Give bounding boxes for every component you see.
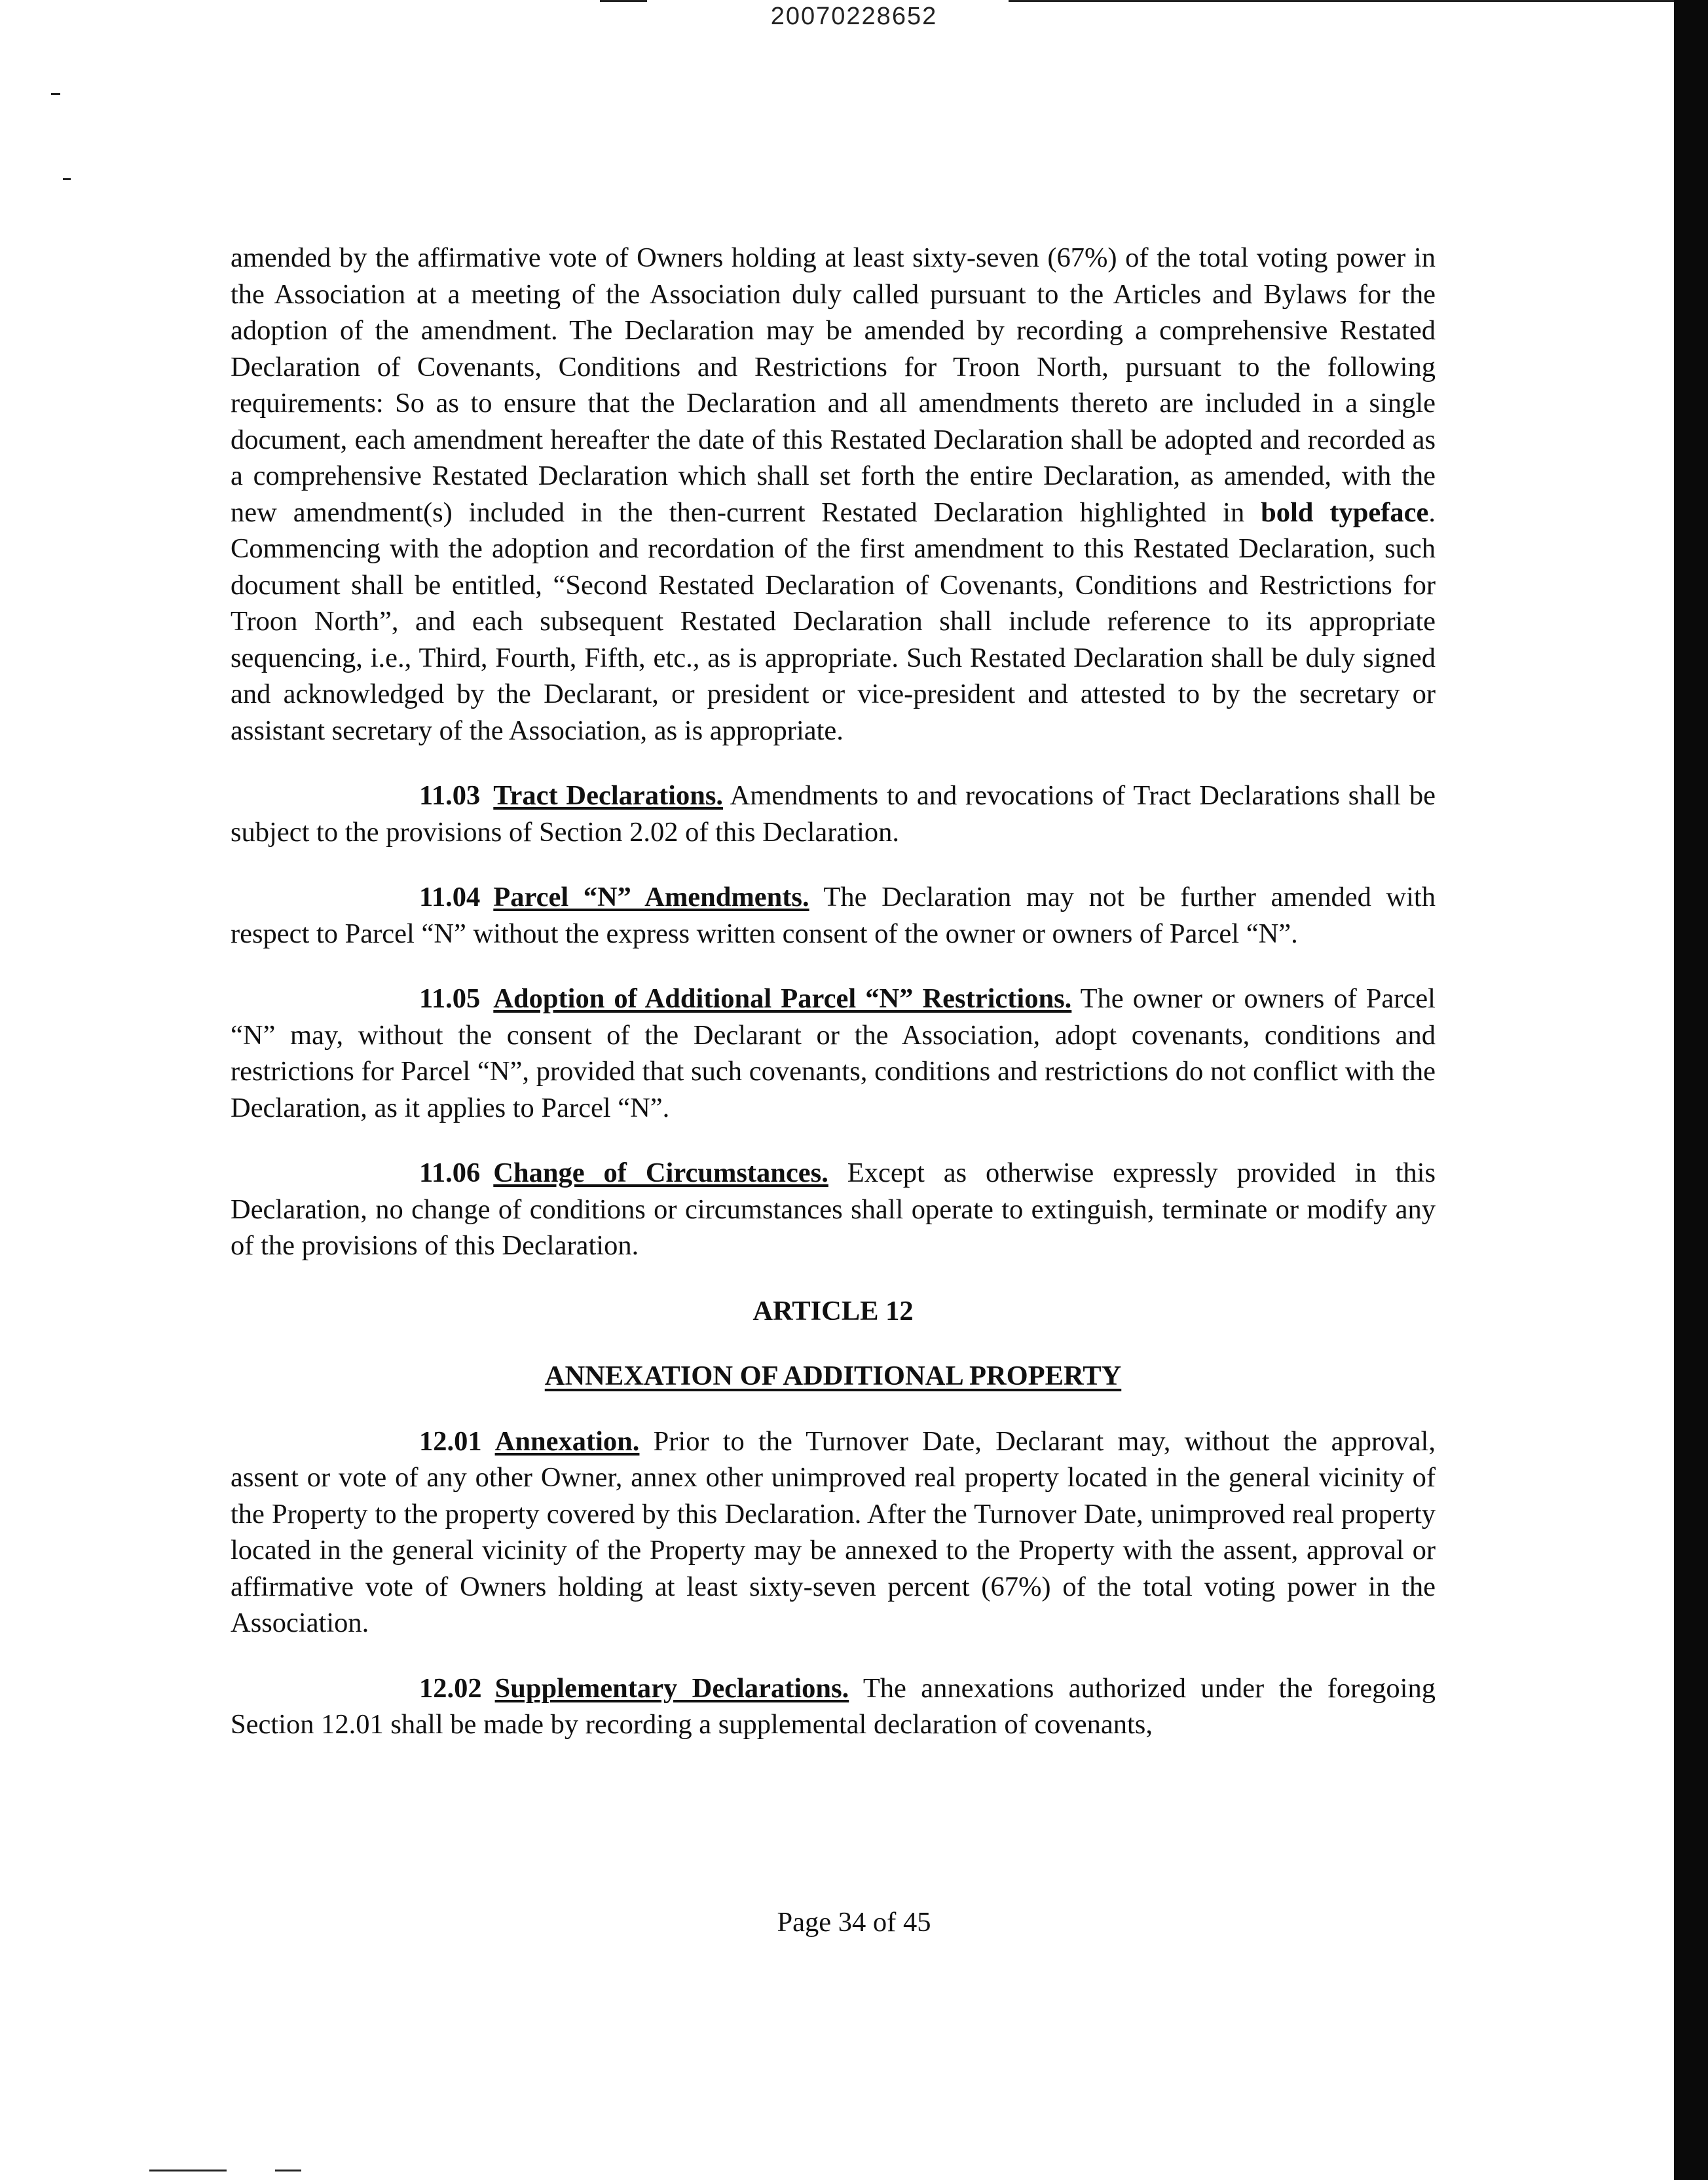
scan-mark-bottom-1	[149, 2170, 227, 2171]
section-number: 12.02	[419, 1672, 482, 1704]
section-text: The annexations authorized under the foregoing Section 12.01 shall be made by recording a supplemental declaration of covenants,	[231, 1672, 1436, 1740]
article-label: ARTICLE 12	[752, 1295, 914, 1326]
section-number: 11.05	[419, 983, 481, 1014]
intro-paragraph	[231, 240, 1436, 749]
section-number: 11.03	[419, 780, 481, 811]
section-number: 12.01	[419, 1425, 482, 1457]
document-number: 20070228652	[770, 3, 938, 30]
section-title: Change of Circumstances.	[493, 1157, 828, 1188]
section-text: The Declaration may not be further amended with respect to Parcel “N” without the express written consent of the owner or owners of Parcel “N”.	[231, 882, 1436, 949]
article-title-text: ANNEXATION OF ADDITIONAL PROPERTY	[544, 1361, 1122, 1391]
scan-edge-bar	[1674, 0, 1708, 2180]
section-title: Annexation.	[494, 1425, 640, 1457]
section-text: Except as otherwise expressly provided in this Declaration, no change of conditions or circumstances shall operate to extinguish, terminate or modify any of the provisions of this Declaration.	[231, 1157, 1436, 1261]
section-title: Supplementary Declarations.	[494, 1672, 849, 1704]
section-title: Tract Declarations.	[493, 780, 724, 811]
section-12-02	[231, 1670, 1436, 1743]
section-11-05	[231, 981, 1436, 1126]
scan-mark-bottom-2	[275, 2170, 301, 2171]
section-text: Prior to the Turnover Date, Declarant may, without the approval, assent or vote of any other Owner, annex other unimproved real property located in the general vicinity of the Property to the property covered by this Declaration. After the Turnover Date, unimproved real property located in the general vicinity of the Property may be annexed to the Property with the assent, approval or affirmative vote of Owners holding at least sixty-seven percent (67%) of the total voting power in the Association.	[231, 1425, 1436, 1638]
section-11-03	[231, 778, 1436, 850]
intro-bold-text: bold typeface	[1261, 497, 1429, 528]
section-number: 11.06	[419, 1157, 481, 1188]
section-title: Parcel “N” Amendments.	[493, 882, 809, 912]
section-text: Amendments to and revocations of Tract Declarations shall be subject to the provisions of Section 2.02 of this Declaration.	[231, 780, 1436, 848]
document-body	[231, 240, 1436, 1743]
section-number: 11.04	[419, 882, 481, 912]
section-title: Adoption of Additional Parcel “N” Restrictions.	[493, 983, 1072, 1014]
scan-mark-left-1	[51, 93, 60, 95]
page-number: Page 34 of 45	[777, 1907, 931, 1938]
section-text: The owner or owners of Parcel “N” may, without the consent of the Declarant or the Association, adopt covenants, conditions and restrictions for Parcel “N”, provided that such covenants, conditions and restrictions do not conflict with the Declaration, as it applies to Parcel “N”.	[231, 983, 1436, 1123]
scan-mark-top-right	[1009, 0, 1690, 2]
scan-mark-left-2	[63, 178, 71, 180]
scan-mark-top-left	[600, 0, 647, 2]
section-11-06	[231, 1155, 1436, 1264]
intro-text-1: amended by the affirmative vote of Owners holding at least sixty-seven (67%) of the total voting power in the Association at a meeting of the Association duly called pursuant to the Articles and Bylaws for the adoption of the amendment. The Declaration may be amended by recording a comprehensive Restated Declaration of Covenants, Conditions and Restrictions for Troon North, pursuant to the following requirements: So as to ensure that the Declaration and all amendments thereto are included in a single document, each amendment hereafter the date of this Restated Declaration shall be adopted and recorded as a comprehensive Restated Declaration which shall set forth the entire Declaration, as amended, with the new amendment(s) included in the then-current Restated Declaration highlighted in	[231, 242, 1436, 528]
intro-text-2: . Commencing with the adoption and recordation of the first amendment to this Restated Declaration, such document shall be entitled, “Second Restated Declaration of Covenants, Conditions and Restrictions for Troon North”, and each subsequent Restated Declaration shall include reference to its appropriate sequencing, i.e., Third, Fourth, Fifth, etc., as is appropriate. Such Restated Declaration shall be duly signed and acknowledged by the Declarant, or president or vice-president and attested to by the secretary or assistant secretary of the Association, as is appropriate.	[231, 497, 1436, 746]
article-title	[231, 1358, 1436, 1395]
section-12-01	[231, 1423, 1436, 1642]
section-11-04	[231, 879, 1436, 952]
